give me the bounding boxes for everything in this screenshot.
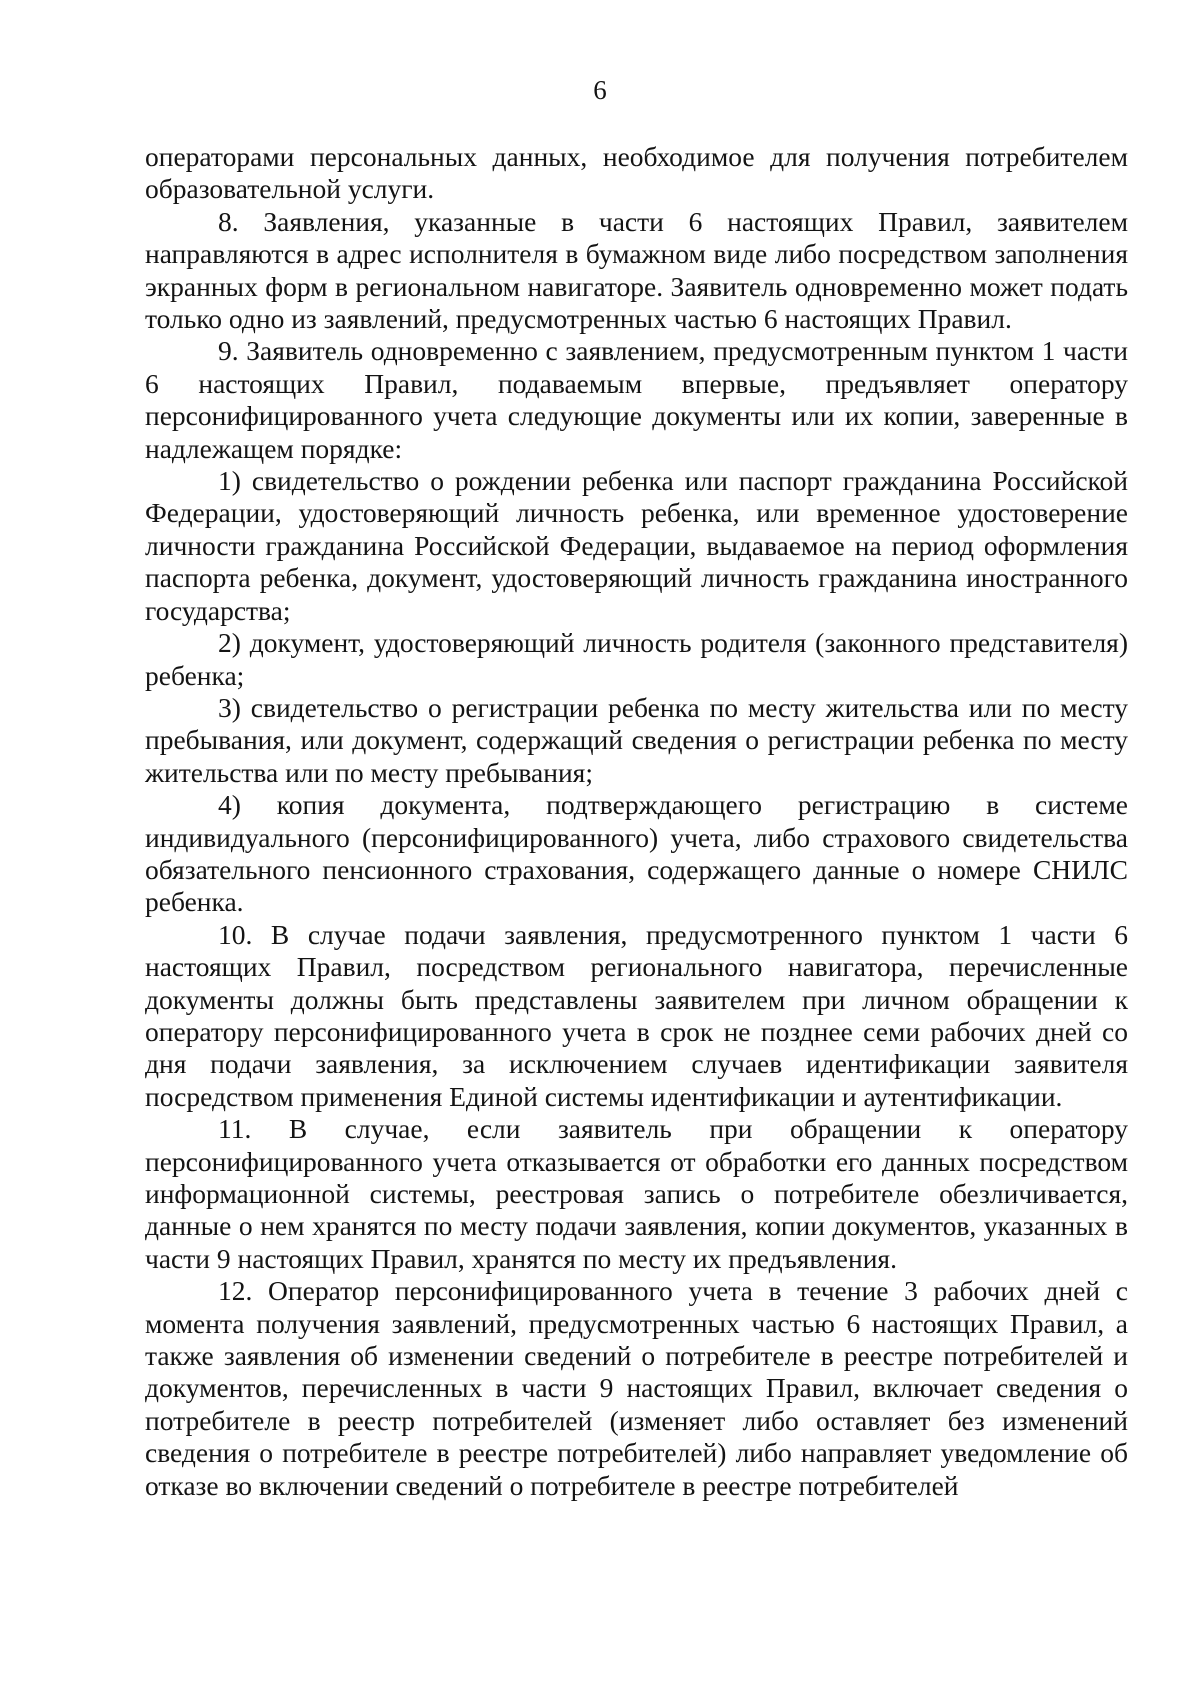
paragraph-9-item-1: 1) свидетельство о рождении ребенка или паспорт гражданина Российской Федерации, удостоверяющий личность ребенка, или временное удостоверение личности гражданина Российской Федерации, выдаваемое на период оформления паспорта ребенка, документ, удостоверяющий личность гражданина иностранного государства; xyxy=(145,465,1128,626)
paragraph-continuation: операторами персональных данных, необходимое для получения потребителем образовательной услуги. xyxy=(145,141,1128,205)
document-body xyxy=(145,141,1128,1502)
paragraph-11: 11. В случае, если заявитель при обращении к оператору персонифицированного учета отказывается от обработки его данных посредством информационной системы, реестровая запись о потребителе обезличивается, данные о нем хранятся по месту подачи заявления, копии документов, указанных в части 9 настоящих Правил, хранятся по месту их предъявления. xyxy=(145,1113,1128,1274)
paragraph-12: 12. Оператор персонифицированного учета в течение 3 рабочих дней с момента получения заявлений, предусмотренных частью 6 настоящих Правил, а также заявления об изменении сведений о потребителе в реестре потребителей и документов, перечисленных в части 9 настоящих Правил, включает сведения о потребителе в реестр потребителей (изменяет либо оставляет без изменений сведения о потребителе в реестре потребителей) либо направляет уведомление об отказе во включении сведений о потребителе в реестре потребителей xyxy=(145,1275,1128,1501)
page-number: 6 xyxy=(593,75,607,105)
paragraph-9-item-3: 3) свидетельство о регистрации ребенка по месту жительства или по месту пребывания, или документ, содержащий сведения о регистрации ребенка по месту жительства или по месту пребывания; xyxy=(145,691,1128,788)
paragraph-9-item-2: 2) документ, удостоверяющий личность родителя (законного представителя) ребенка; xyxy=(145,627,1128,691)
paragraph-10: 10. В случае подачи заявления, предусмотренного пунктом 1 части 6 настоящих Правил, посредством регионального навигатора, перечисленные документы должны быть представлены заявителем при личном обращении к оператору персонифицированного учета в срок не позднее семи рабочих дней со дня подачи заявления, за исключением случаев идентификации заявителя посредством применения Единой системы идентификации и аутентификации. xyxy=(145,918,1128,1112)
paragraph-8: 8. Заявления, указанные в части 6 настоящих Правил, заявителем направляются в адрес исполнителя в бумажном виде либо посредством заполнения экранных форм в региональном навигаторе. Заявитель одновременно может подать только одно из заявлений, предусмотренных частью 6 настоящих Правил. xyxy=(145,205,1128,335)
paragraph-9: 9. Заявитель одновременно с заявлением, предусмотренным пунктом 1 части 6 настоящих Правил, подаваемым впервые, предъявляет оператору персонифицированного учета следующие документы или их копии, заверенные в надлежащем порядке: xyxy=(145,335,1128,464)
paragraph-9-item-4: 4) копия документа, подтверждающего регистрацию в системе индивидуального (персонифицированного) учета, либо страхового свидетельства обязательного пенсионного страхования, содержащего данные о номере СНИЛС ребенка. xyxy=(145,789,1128,918)
